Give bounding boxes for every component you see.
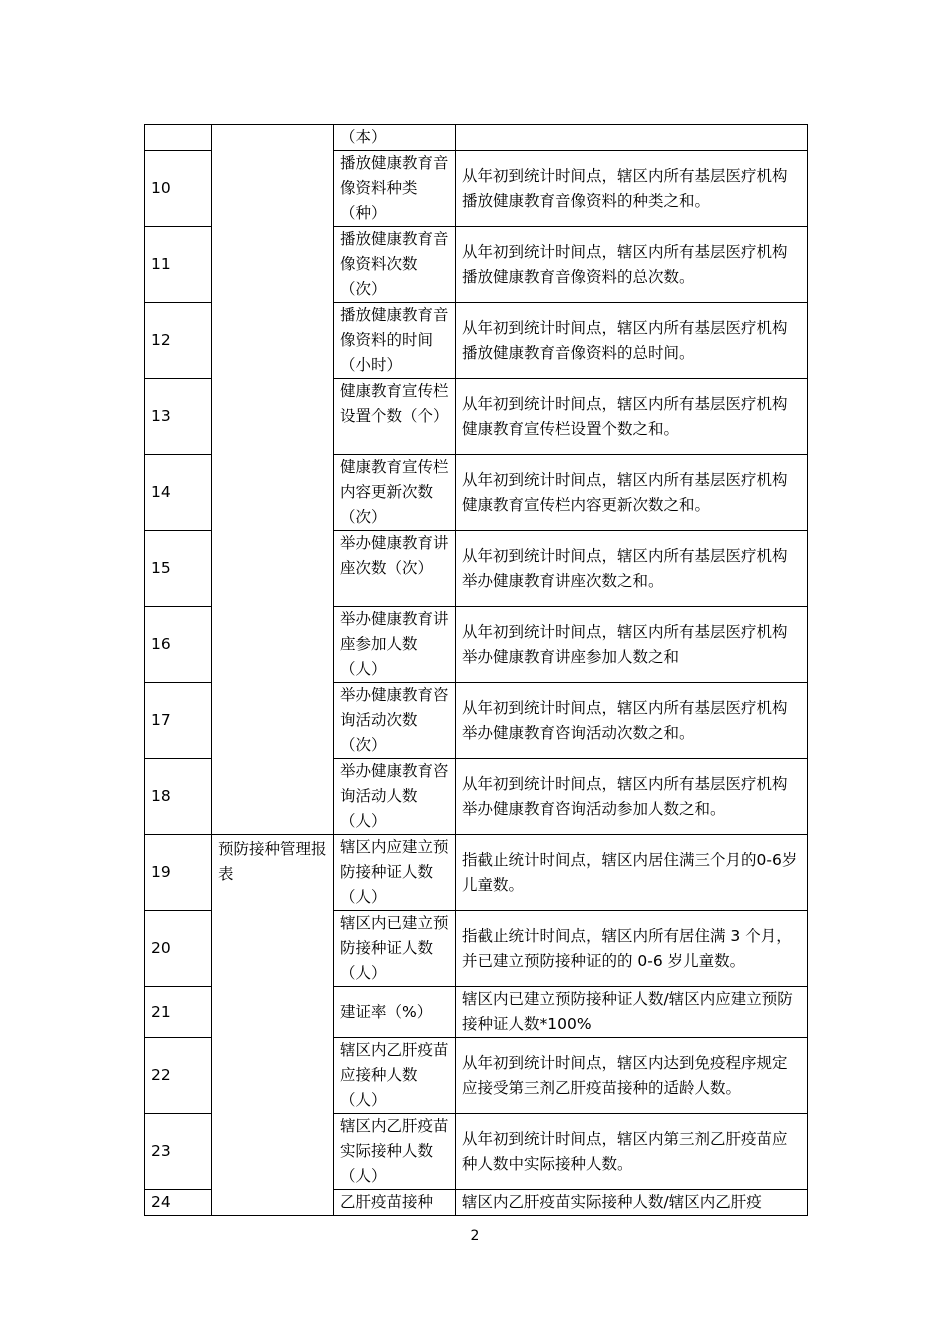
indicator-name: 辖区内已建立预防接种证人数（人） [334,911,456,987]
indicator-name: 辖区内乙肝疫苗实际接种人数（人） [334,1114,456,1190]
indicator-name: 辖区内应建立预防接种证人数（人） [334,835,456,911]
indicator-name: 建证率（%） [334,987,456,1038]
indicator-description: 从年初到统计时间点，辖区内所有基层医疗机构播放健康教育音像资料的总时间。 [456,303,808,379]
row-number: 14 [145,455,212,531]
indicator-name: 健康教育宣传栏内容更新次数（次） [334,455,456,531]
row-number: 10 [145,151,212,227]
indicator-name: 播放健康教育音像资料的时间（小时） [334,303,456,379]
row-number: 19 [145,835,212,911]
indicator-description: 指截止统计时间点，辖区内居住满三个月的0-6岁儿童数。 [456,835,808,911]
indicator-description: 从年初到统计时间点，辖区内所有基层医疗机构播放健康教育音像资料的种类之和。 [456,151,808,227]
indicator-description: 从年初到统计时间点，辖区内所有基层医疗机构举办健康教育咨询活动参加人数之和。 [456,759,808,835]
indicator-name: （本） [334,125,456,151]
indicator-description: 从年初到统计时间点，辖区内所有基层医疗机构健康教育宣传栏设置个数之和。 [456,379,808,455]
row-number: 24 [145,1190,212,1216]
indicator-description: 从年初到统计时间点，辖区内所有基层医疗机构举办健康教育讲座次数之和。 [456,531,808,607]
table-row [145,125,808,151]
indicator-name: 举办健康教育讲座参加人数（人） [334,607,456,683]
row-number: 18 [145,759,212,835]
indicator-description: 辖区内已建立预防接种证人数/辖区内应建立预防接种证人数*100% [456,987,808,1038]
row-number [145,125,212,151]
indicator-name: 举办健康教育讲座次数（次） [334,531,456,607]
indicator-description: 从年初到统计时间点，辖区内所有基层医疗机构举办健康教育咨询活动次数之和。 [456,683,808,759]
indicator-description: 指截止统计时间点，辖区内所有居住满 3 个月，并已建立预防接种证的的 0-6 岁儿童数。 [456,911,808,987]
indicator-name: 举办健康教育咨询活动人数（人） [334,759,456,835]
indicator-description: 从年初到统计时间点，辖区内所有基层医疗机构播放健康教育音像资料的总次数。 [456,227,808,303]
indicator-table [144,124,808,1216]
indicator-description: 从年初到统计时间点，辖区内第三剂乙肝疫苗应种人数中实际接种人数。 [456,1114,808,1190]
row-number: 15 [145,531,212,607]
indicator-name: 举办健康教育咨询活动次数（次） [334,683,456,759]
category-cell: 预防接种管理报表 [212,835,334,1216]
indicator-description: 辖区内乙肝疫苗实际接种人数/辖区内乙肝疫 [456,1190,808,1216]
row-number: 11 [145,227,212,303]
indicator-description: 从年初到统计时间点，辖区内达到免疫程序规定应接受第三剂乙肝疫苗接种的适龄人数。 [456,1038,808,1114]
indicator-description: 从年初到统计时间点，辖区内所有基层医疗机构健康教育宣传栏内容更新次数之和。 [456,455,808,531]
indicator-name: 播放健康教育音像资料次数（次） [334,227,456,303]
indicator-name: 乙肝疫苗接种 [334,1190,456,1216]
row-number: 23 [145,1114,212,1190]
row-number: 22 [145,1038,212,1114]
row-number: 16 [145,607,212,683]
row-number: 17 [145,683,212,759]
indicator-description [456,125,808,151]
indicator-name: 辖区内乙肝疫苗应接种人数（人） [334,1038,456,1114]
category-cell [212,125,334,835]
table-row [145,835,808,911]
indicator-name: 播放健康教育音像资料种类（种） [334,151,456,227]
indicator-name: 健康教育宣传栏设置个数（个） [334,379,456,455]
row-number: 21 [145,987,212,1038]
row-number: 12 [145,303,212,379]
row-number: 20 [145,911,212,987]
row-number: 13 [145,379,212,455]
page-number: 2 [470,1228,480,1244]
indicator-description: 从年初到统计时间点，辖区内所有基层医疗机构举办健康教育讲座参加人数之和 [456,607,808,683]
